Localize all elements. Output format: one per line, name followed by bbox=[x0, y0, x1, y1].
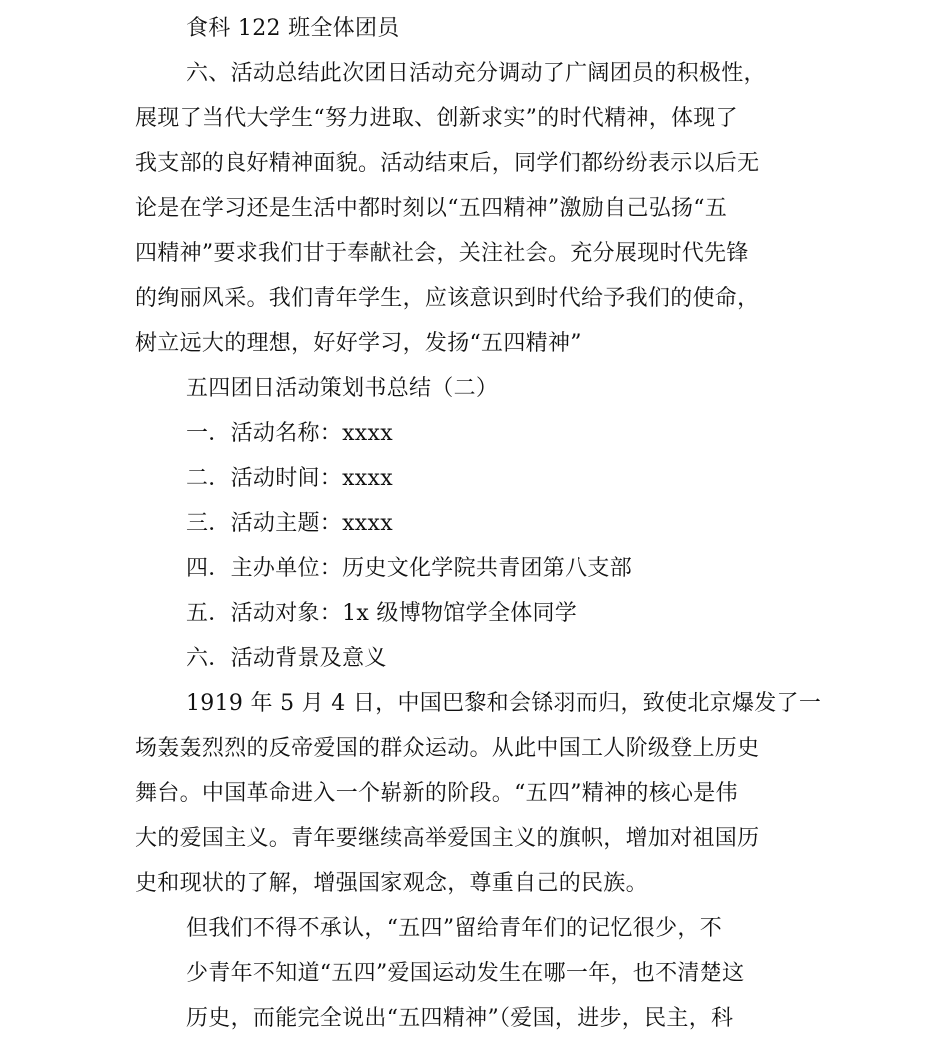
class-signature-line: 食科 122 班全体团员 bbox=[186, 16, 400, 41]
paragraph-line: 大的爱国主义。青年要继续高举爱国主义的旗帜，增加对祖国历 bbox=[135, 826, 760, 851]
document-subtitle: 五四团日活动策划书总结（二） bbox=[186, 376, 499, 401]
paragraph-line: 历史，而能完全说出“五四精神”（爱国，进步，民主，科 bbox=[186, 1006, 734, 1031]
paragraph-line: 少青年不知道“五四”爱国运动发生在哪一年，也不清楚这 bbox=[186, 961, 745, 986]
paragraph-line: 我支部的良好精神面貌。活动结束后，同学们都纷纷表示以后无 bbox=[135, 151, 760, 176]
participants-item: 五．活动对象：1x 级博物馆学全体同学 bbox=[186, 601, 578, 626]
paragraph-line: 1919 年 5 月 4 日，中国巴黎和会铩羽而归，致使北京爆发了一 bbox=[186, 691, 822, 716]
section-six-summary-heading: 六、活动总结此次团日活动充分调动了广阔团员的积极性， bbox=[186, 61, 766, 86]
background-heading: 六．活动背景及意义 bbox=[186, 646, 387, 671]
paragraph-line: 的绚丽风采。我们青年学生，应该意识到时代给予我们的使命， bbox=[135, 286, 760, 311]
organizer-item: 四．主办单位：历史文化学院共青团第八支部 bbox=[186, 556, 633, 581]
paragraph-line: 展现了当代大学生“努力进取、创新求实”的时代精神，体现了 bbox=[135, 106, 738, 131]
activity-time-item: 二．活动时间：xxxx bbox=[186, 466, 393, 491]
paragraph-line: 场轰轰烈烈的反帝爱国的群众运动。从此中国工人阶级登上历史 bbox=[135, 736, 760, 761]
paragraph-line: 但我们不得不承认，“五四”留给青年们的记忆很少，不 bbox=[186, 916, 722, 941]
paragraph-line: 树立远大的理想，好好学习，发扬“五四精神” bbox=[135, 331, 582, 356]
paragraph-line: 四精神”要求我们甘于奉献社会，关注社会。充分展现时代先锋 bbox=[135, 241, 749, 266]
activity-name-item: 一．活动名称：xxxx bbox=[186, 421, 393, 446]
paragraph-line: 史和现状的了解，增强国家观念，尊重自己的民族。 bbox=[135, 871, 648, 896]
paragraph-line: 舞台。中国革命进入一个崭新的阶段。“五四”精神的核心是伟 bbox=[135, 781, 738, 806]
activity-theme-item: 三．活动主题：xxxx bbox=[186, 511, 393, 536]
paragraph-line: 论是在学习还是生活中都时刻以“五四精神”激励自己弘扬“五 bbox=[135, 196, 728, 221]
